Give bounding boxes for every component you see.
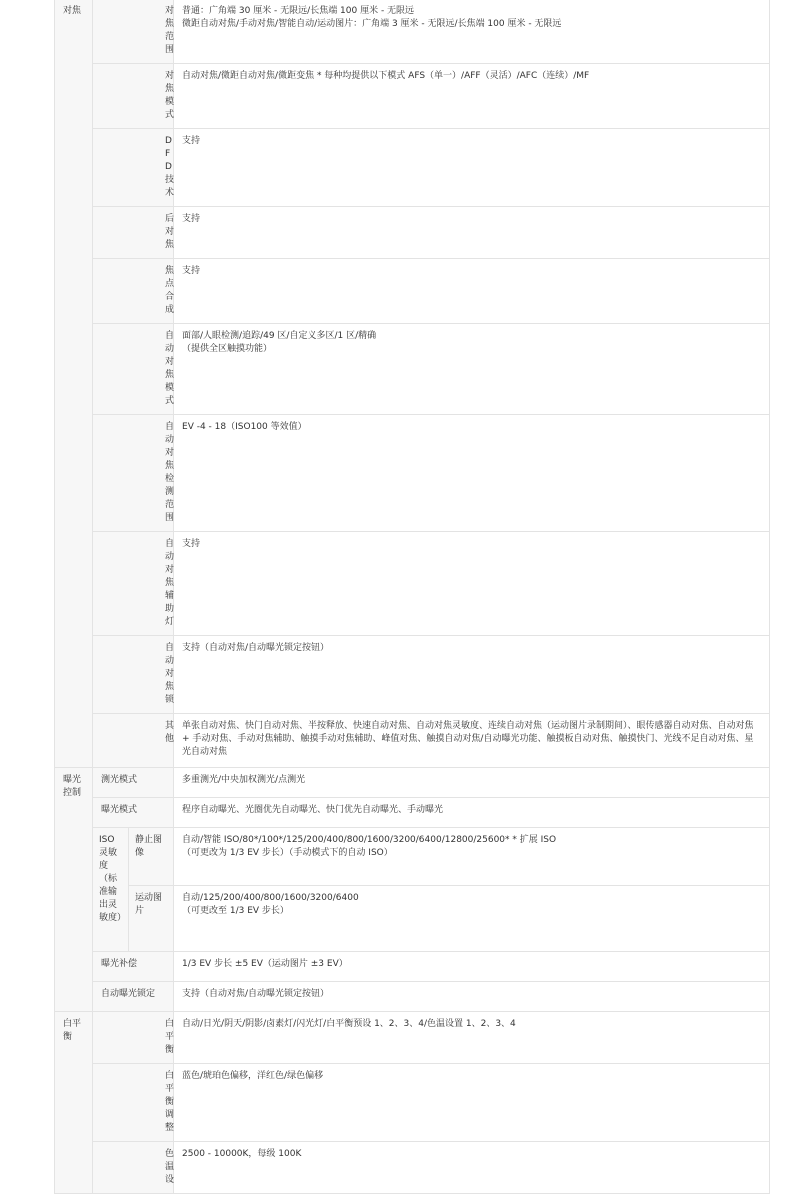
table-row <box>55 415 770 532</box>
row-label: 自动对焦辅助灯 <box>93 532 174 636</box>
row-value: 支持 <box>174 207 770 259</box>
row-value: 支持 <box>174 129 770 207</box>
row-label: 自动曝光锁定 <box>93 982 174 1012</box>
row-value: 1/3 EV 步长 ±5 EV（运动图片 ±3 EV） <box>174 952 770 982</box>
row-value: 面部/人眼检测/追踪/49 区/自定义多区/1 区/精确 （提供全区触摸功能） <box>174 324 770 415</box>
row-label: 静止图像 <box>129 828 174 886</box>
spec-table <box>54 0 770 1194</box>
table-row <box>55 207 770 259</box>
row-label: 自动对焦锁 <box>93 636 174 714</box>
table-row <box>55 798 770 828</box>
table-row <box>55 0 770 64</box>
section-title-wb: 白平衡 <box>55 1012 93 1194</box>
table-row <box>55 714 770 768</box>
table-row <box>55 768 770 798</box>
table-row <box>55 259 770 324</box>
table-row <box>55 64 770 129</box>
row-label: 自动对焦模式 <box>93 324 174 415</box>
row-label: 焦点合成 <box>93 259 174 324</box>
table-row <box>55 1064 770 1142</box>
row-label: 曝光模式 <box>93 798 174 828</box>
row-value: 单张自动对焦、快门自动对焦、半按释放、快速自动对焦、自动对焦灵敏度、连续自动对焦（运动图片录制期间）、眼传感器自动对焦、自动对焦 + 手动对焦、手动对焦辅助、触摸手动对焦辅助、峰值对焦、触摸自动对焦/自动曝光功能、触摸板自动对焦、触摸快门、光线不足自动对焦、星光自动对焦 <box>174 714 770 768</box>
row-value: 支持（自动对焦/自动曝光锁定按钮） <box>174 636 770 714</box>
row-value: 自动/日光/阴天/阴影/卤素灯/闪光灯/白平衡预设 1、2、3、4/色温设置 1、2、3、4 <box>174 1012 770 1064</box>
section-title-exposure: 曝光控制 <box>55 768 93 1012</box>
row-value: 支持 <box>174 259 770 324</box>
row-label: 曝光补偿 <box>93 952 174 982</box>
table-row <box>55 952 770 982</box>
row-label: 色温设 <box>93 1142 174 1194</box>
row-value: 程序自动曝光、光圈优先自动曝光、快门优先自动曝光、手动曝光 <box>174 798 770 828</box>
row-label: DFD 技术 <box>93 129 174 207</box>
row-label: 白平衡调整 <box>93 1064 174 1142</box>
row-value: 2500 - 10000K，每级 100K <box>174 1142 770 1194</box>
table-row <box>55 982 770 1012</box>
row-value: 自动/智能 ISO/80*/100*/125/200/400/800/1600/3200/6400/12800/25600* * 扩展 ISO （可更改为 1/3 EV 步长）（手动模式下的自动 ISO） <box>174 828 770 886</box>
row-label: 白平衡 <box>93 1012 174 1064</box>
row-label: 后对焦 <box>93 207 174 259</box>
row-value: 蓝色/琥珀色偏移，洋红色/绿色偏移 <box>174 1064 770 1142</box>
row-label: 运动图片 <box>129 886 174 952</box>
row-value: 自动/125/200/400/800/1600/3200/6400 （可更改至 1/3 EV 步长） <box>174 886 770 952</box>
row-value: 支持（自动对焦/自动曝光锁定按钮） <box>174 982 770 1012</box>
row-value: 支持 <box>174 532 770 636</box>
table-row <box>55 636 770 714</box>
table-row <box>55 828 770 886</box>
row-value: 多重测光/中央加权测光/点测光 <box>174 768 770 798</box>
row-label: 自动对焦检测范围 <box>93 415 174 532</box>
table-row <box>55 886 770 952</box>
row-label: 对焦范围 <box>93 0 174 64</box>
row-label: 测光模式 <box>93 768 174 798</box>
row-value: EV -4 - 18（ISO100 等效值） <box>174 415 770 532</box>
iso-label: ISO 灵敏度（标准输出灵敏度） <box>93 828 129 952</box>
row-value: 普通：广角端 30 厘米 - 无限远/长焦端 100 厘米 - 无限远 微距自动对焦/手动对焦/智能自动/运动图片：广角端 3 厘米 - 无限远/长焦端 100 厘米 - 无限远 <box>174 0 770 64</box>
table-row <box>55 324 770 415</box>
row-value: 自动对焦/微距自动对焦/微距变焦 * 每种均提供以下模式 AFS（单一）/AFF（灵活）/AFC（连续）/MF <box>174 64 770 129</box>
row-label: 对焦模式 <box>93 64 174 129</box>
spec-table-container <box>54 0 769 1194</box>
table-row <box>55 129 770 207</box>
section-title-focus: 对焦 <box>55 0 93 768</box>
table-row <box>55 1142 770 1194</box>
row-label: 其他 <box>93 714 174 768</box>
table-row <box>55 532 770 636</box>
table-row <box>55 1012 770 1064</box>
